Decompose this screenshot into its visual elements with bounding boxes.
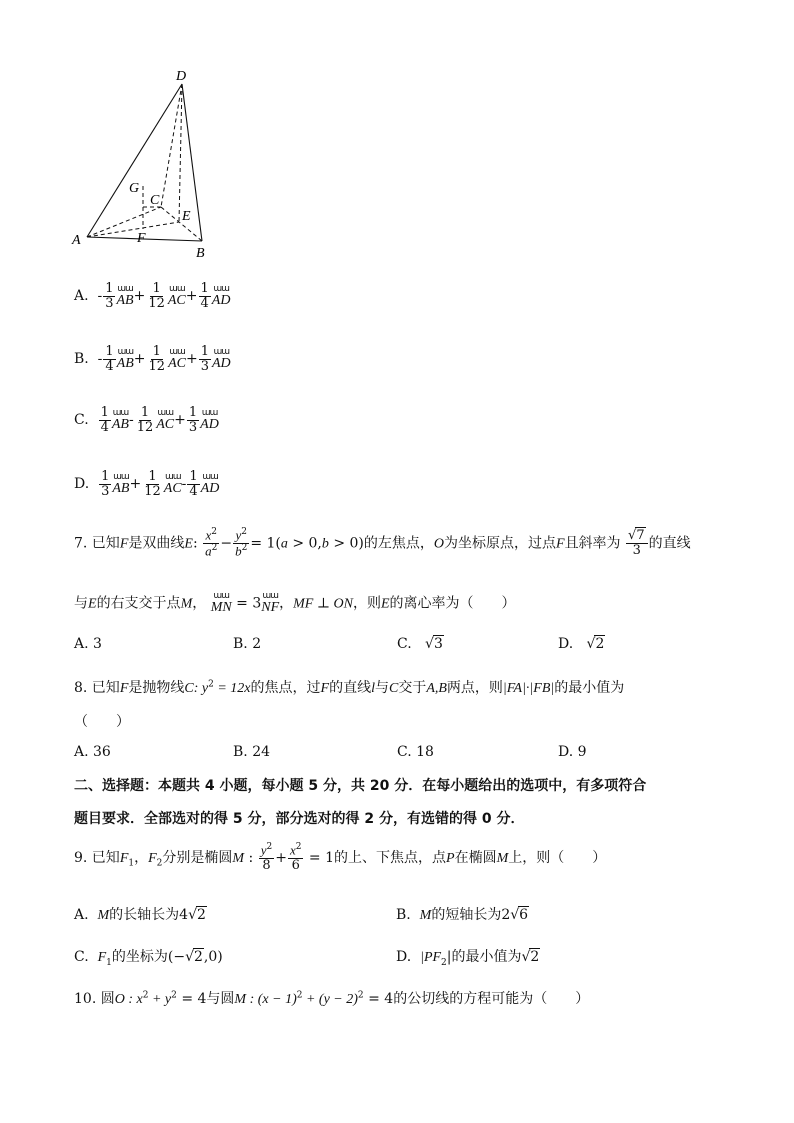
q6-option-a[interactable]: A. - $\frac{1}{3}$ ɯɯ AB + $\frac{1}{12}$ ɯɯ AC + $\frac{1}{4}$ ɯɯ AD <box>74 281 231 311</box>
q9-option-c[interactable]: C. $F_1$的坐标为(−√2,0) <box>74 949 223 968</box>
q8-option-b[interactable]: B. 24 <box>233 744 271 760</box>
label-F: F <box>137 231 146 246</box>
q8-option-c[interactable]: C. 18 <box>397 744 434 760</box>
q7-frac-y: $\frac{y^2}{b^2}$ <box>235 527 248 559</box>
q6-option-b[interactable]: B. - $\frac{1}{4}$ ɯɯ AB + $\frac{1}{12}$ ɯɯ AC + $\frac{1}{3}$ ɯɯ AD <box>74 344 231 374</box>
section2-line2: 题目要求．全部选对的得 5 分，部分选对的得 2 分，有选错的得 0 分． <box>74 811 525 827</box>
q8-option-a[interactable]: A. 36 <box>74 744 111 760</box>
q10-line1: 10. 圆O : $x^2 + y^2 = 4$与圆M : $(x - 1)^2 + (y - 2)^2 = 4$的公切线的方程可能为（ ） <box>74 990 590 1007</box>
q9-option-d[interactable]: D. $|PF_2|$的最小值为√2 <box>396 949 540 968</box>
label-B: B <box>196 246 205 261</box>
q7-option-a[interactable]: A. 3 <box>74 636 102 652</box>
label-C: C <box>150 193 160 208</box>
label-D: D <box>176 69 187 84</box>
q7-slope-frac: $\frac{√7}{3}$ <box>626 529 648 557</box>
q9-option-a[interactable]: A. M的长轴长为4√2 <box>74 907 206 923</box>
tetrahedron-figure <box>60 62 230 262</box>
q9-line1: 9. 已知$F_1$，$F_2$分别是椭圆M : $\frac{y^2}{8}$ + $\frac{x^2}{6}$ = 1的上、下焦点，点P在椭圆M上，则（ ） <box>74 842 607 873</box>
q9-option-b[interactable]: B. M的短轴长为2√6 <box>396 907 529 923</box>
section2-line1: 二、选择题：本题共 4 小题，每小题 5 分，共 20 分．在每小题给出的选项中，有多项符合 <box>74 778 647 794</box>
q6-option-c[interactable]: C. $\frac{1}{4}$ ɯɯ AB - $\frac{1}{12}$ ɯɯ AC + $\frac{1}{3}$ ɯɯ AD <box>74 405 219 435</box>
q8-line1: 8. 已知F是抛物线C: $y^2 = 12x$的焦点，过F的直线l与C交于A,B两点，则|FA|·|FB|的最小值为 <box>74 679 625 696</box>
q8-option-d[interactable]: D. 9 <box>558 744 587 760</box>
label-E: E <box>182 209 191 224</box>
q7-option-b[interactable]: B. 2 <box>233 636 262 652</box>
q6-option-d[interactable]: D. $\frac{1}{3}$ ɯɯ AB + $\frac{1}{12}$ ɯɯ AC - $\frac{1}{4}$ ɯɯ AD <box>74 469 220 499</box>
q7-line2: 与E的右支交于点M， ɯɯ MN = 3 ɯɯ NF ，MF ⊥ ON，则E的离心率为（ ） <box>74 591 516 615</box>
label-G: G <box>129 181 140 196</box>
q7-option-d[interactable]: D. √2 <box>558 636 605 652</box>
q7-line1: 7. 已知F是双曲线E: $\frac{x^2}{a^2}$ − $\frac{y^2}{b^2}$ = 1(a > 0,b > 0)的左焦点，O为坐标原点，过点F且斜率为 $\frac{√7}{3}$ 的直线 <box>74 527 691 559</box>
q7-option-c[interactable]: C. √3 <box>397 636 443 652</box>
label-A: A <box>72 233 81 248</box>
q8-paren: （ ） <box>74 714 130 730</box>
q7-frac-x: $\frac{x^2}{a^2}$ <box>205 527 218 559</box>
